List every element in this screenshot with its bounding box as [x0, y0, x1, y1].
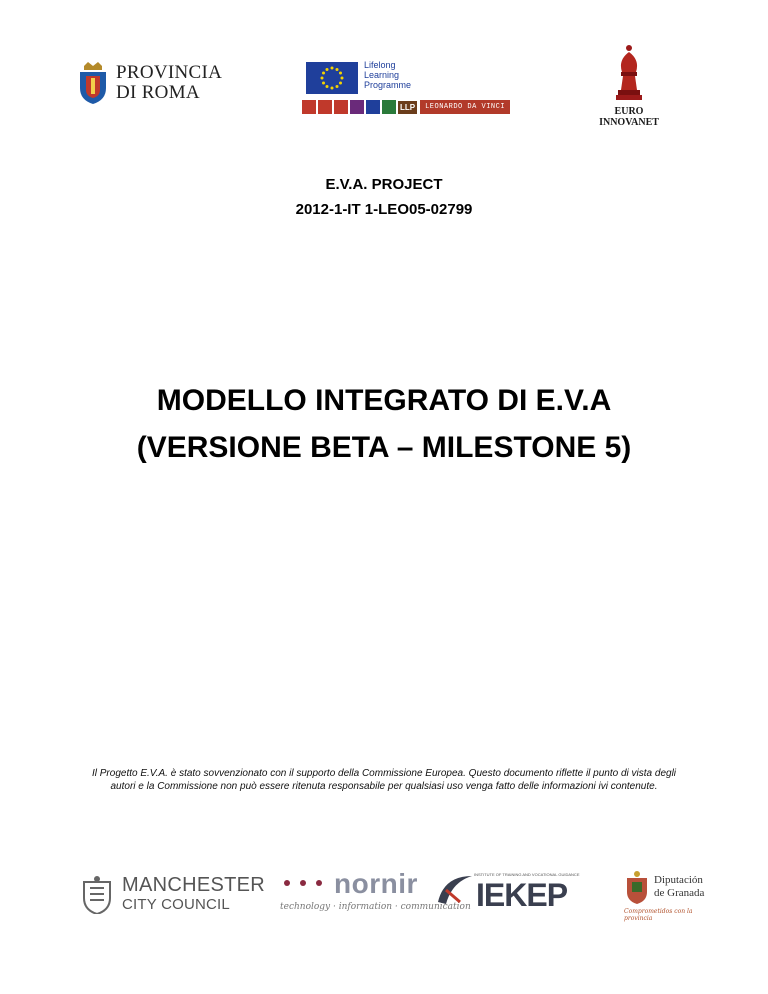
manchester-crest-icon: [80, 876, 114, 914]
llp-strip: [302, 100, 510, 114]
document-title-line2: (VERSIONE BETA – MILESTONE 5): [136, 431, 632, 464]
lifelong-learning-programme-logo: [302, 60, 516, 120]
diputacion-line1: Diputación: [654, 874, 703, 886]
llp-badge: LLP: [400, 102, 416, 112]
project-name: E.V.A. PROJECT: [325, 176, 443, 193]
iekep-logo: [434, 872, 584, 912]
nornir-dots: [284, 880, 332, 886]
llp-square-icon: [350, 100, 364, 114]
iekep-small-text: INSTITUTE OF TRAINING AND VOCATIONAL GUIDANCE: [474, 872, 580, 877]
provincia-logo-text: [116, 63, 222, 103]
euro-innovanet-text: EURO INNOVANET: [599, 106, 659, 128]
disclaimer-line1: Il Progetto E.V.A. è stato sovvenzionato con il supporto della Commissione Europea. Questo documento riflette il punto di vista degli: [91, 768, 677, 779]
provincia-line2: DI ROMA: [116, 82, 200, 103]
nornir-tagline: technology · information · communication: [280, 902, 471, 912]
disclaimer-line2: autori e la Commissione non può essere ritenuta responsabile per qualsiasi uso venga fatto delle informazioni ivi contenute.: [110, 781, 658, 792]
nornir-logo: [280, 868, 471, 920]
manchester-city-council-logo: [80, 876, 265, 914]
iekep-swoosh-icon: [434, 872, 476, 910]
provincia-crest-icon: [78, 62, 108, 104]
diputacion-text: [654, 874, 704, 900]
llp-line3: Programme: [364, 80, 412, 90]
dot-icon: [300, 880, 306, 886]
euro-innovanet-logo: [584, 44, 674, 128]
diputacion-line2: de Granada: [654, 887, 705, 899]
llp-square-icon: [334, 100, 348, 114]
diputacion-granada-logo: [624, 870, 705, 922]
manchester-text: [122, 876, 265, 914]
dot-icon: [316, 880, 322, 886]
document-title-line1: MODELLO INTEGRATO DI E.V.A: [156, 384, 612, 417]
llp-square-icon: [366, 100, 380, 114]
manchester-line1: MANCHESTER: [122, 874, 266, 896]
llp-square-icon: [318, 100, 332, 114]
dot-icon: [284, 880, 290, 886]
leonardo-da-vinci-label: LEONARDO DA VINCI: [420, 100, 510, 114]
iekep-wordmark: IEKEP: [476, 877, 568, 913]
llp-square-icon: [382, 100, 396, 114]
llp-square-icon: [302, 100, 316, 114]
chess-bishop-icon: [614, 44, 644, 102]
llp-text: [364, 60, 411, 90]
llp-line2: Learning: [364, 70, 400, 80]
funding-disclaimer: [40, 767, 728, 793]
diputacion-tagline: Comprometidos con la provincia: [624, 908, 693, 922]
llp-line1: Lifelong: [364, 60, 396, 70]
provincia-line1: PROVINCIA: [116, 62, 223, 83]
granada-crest-icon: [624, 870, 650, 904]
manchester-line2: CITY COUNCIL: [122, 896, 230, 913]
provincia-di-roma-logo: [78, 62, 222, 104]
project-code: 2012-1-IT 1-LEO05-02799: [295, 201, 473, 218]
eu-flag-icon: [306, 62, 358, 94]
nornir-wordmark: nornir: [334, 868, 418, 899]
